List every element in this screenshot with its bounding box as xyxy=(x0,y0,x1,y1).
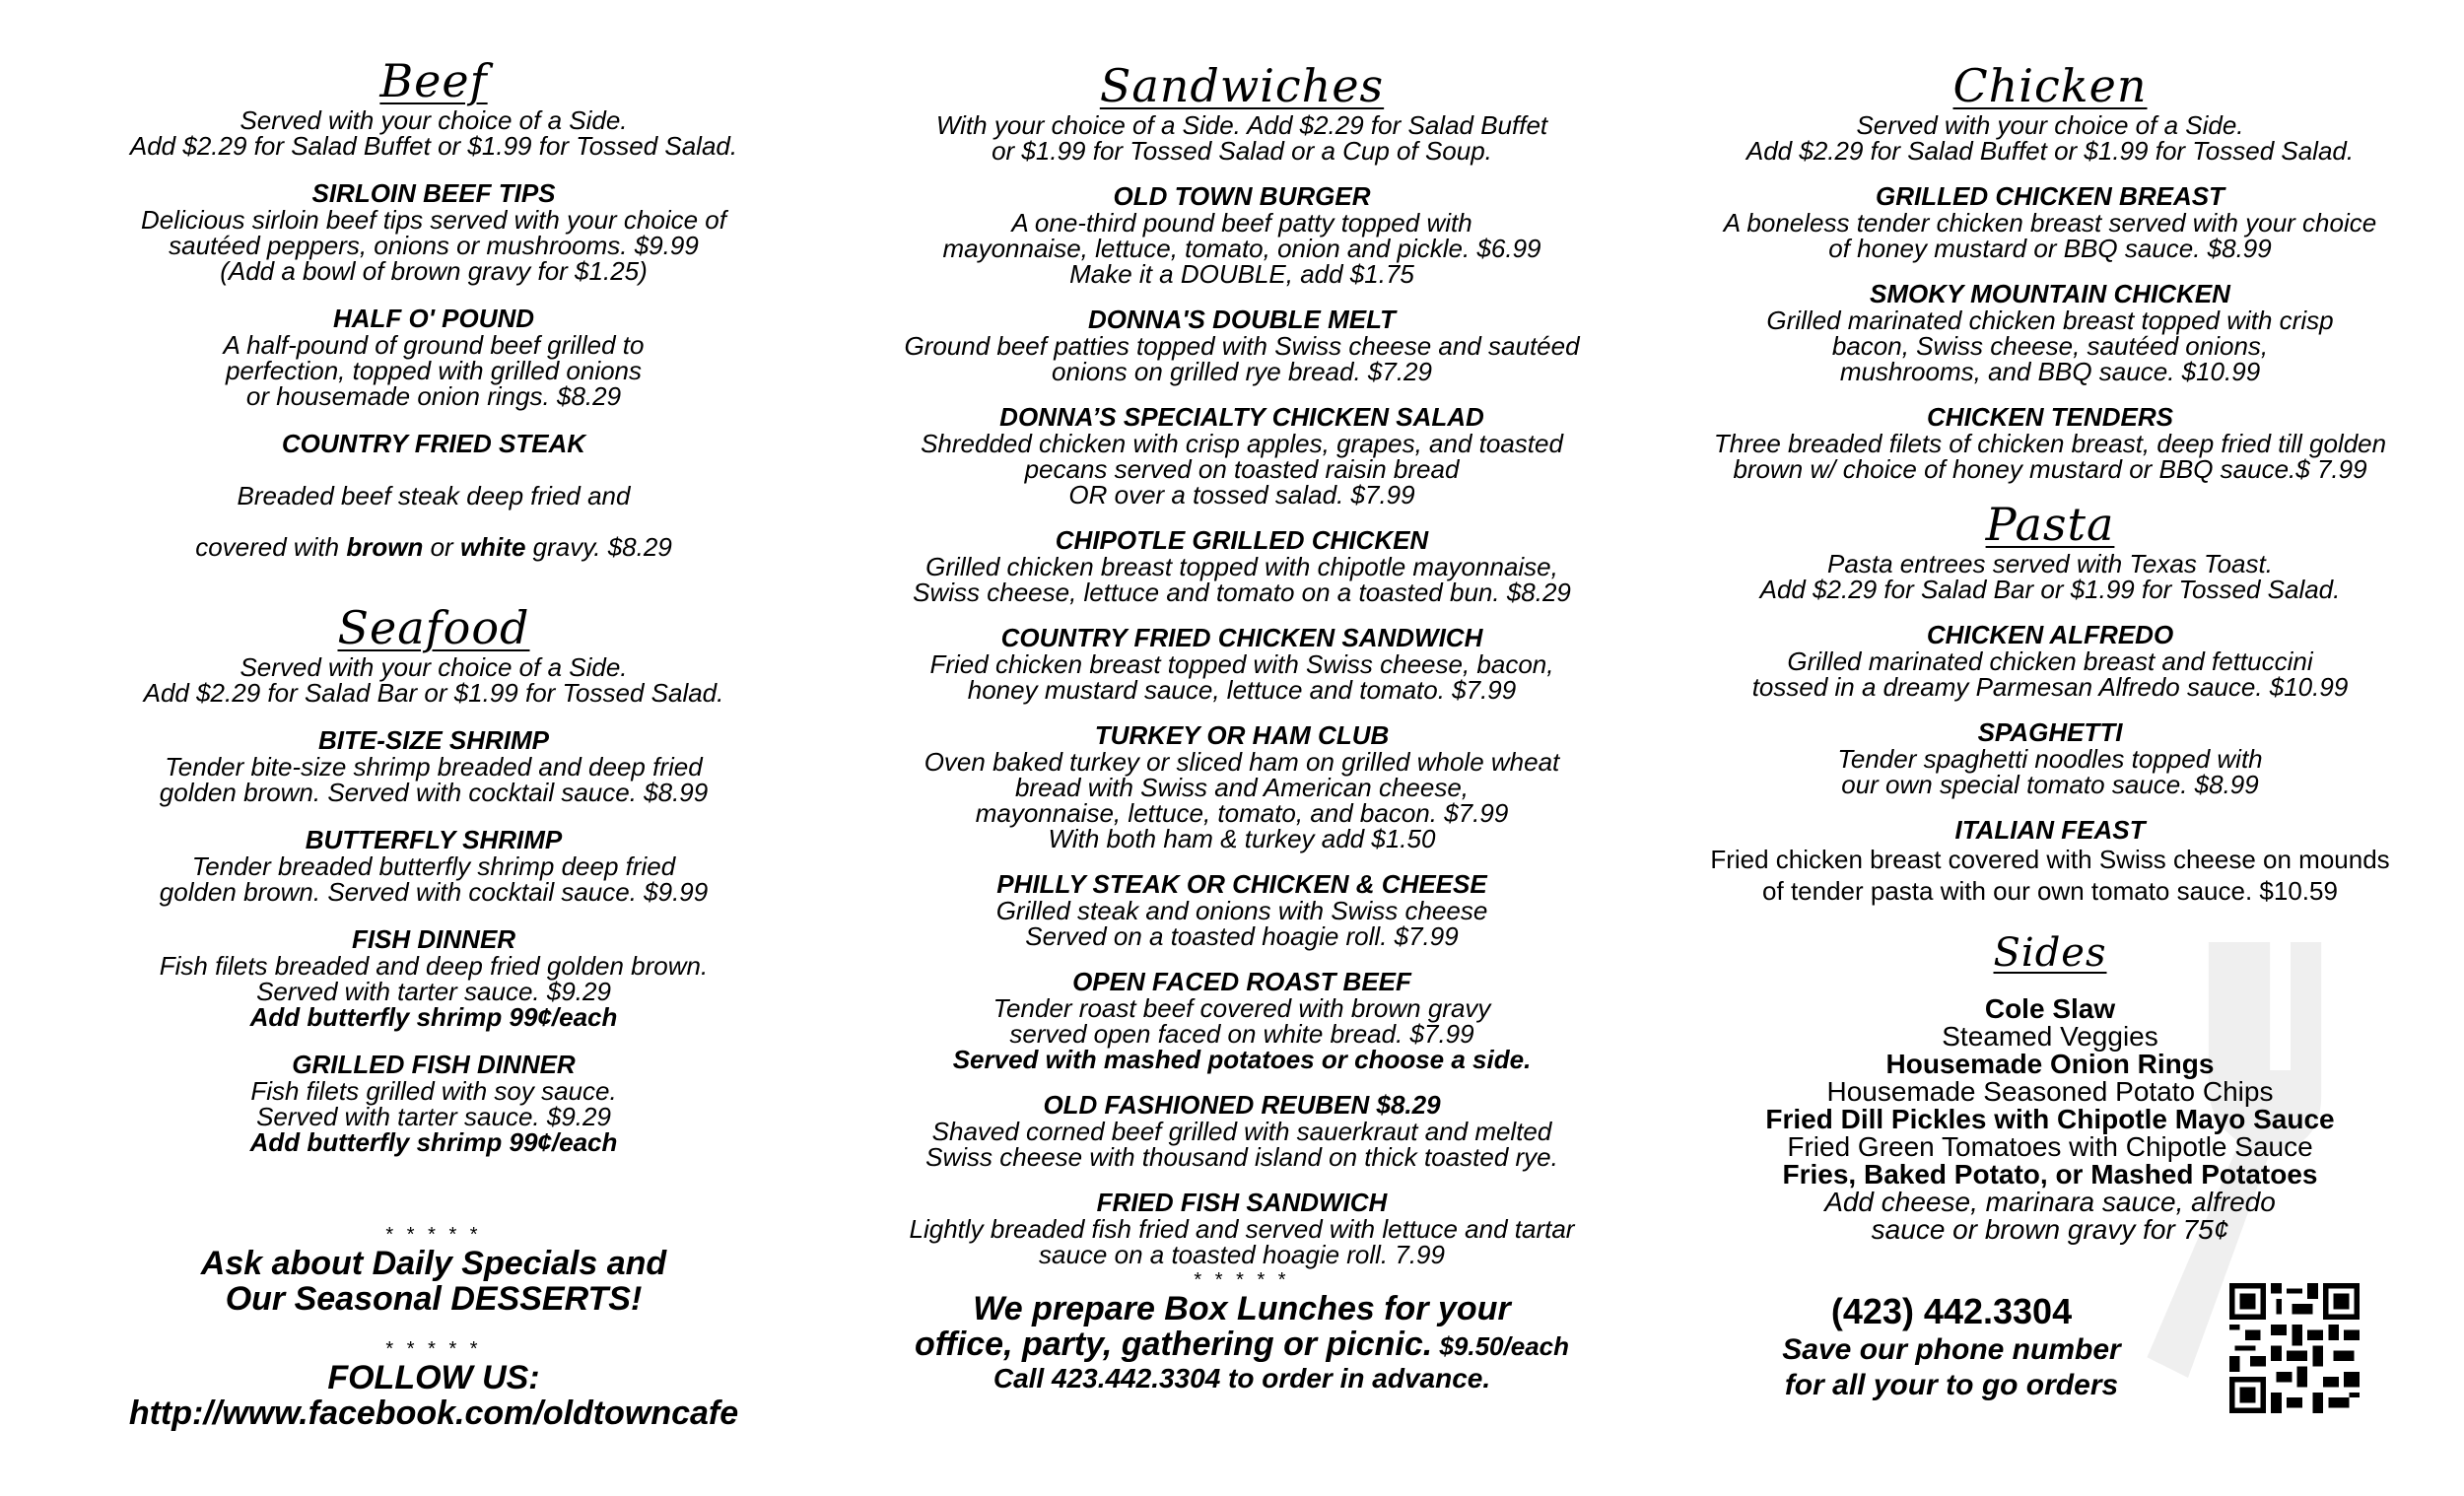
box-lunch-line: We prepare Box Lunches for your xyxy=(973,1290,1511,1327)
phone-note: Save our phone number for all your to go orders xyxy=(1782,1333,2121,1401)
side-item: Fries, Baked Potato, or Mashed Potatoes xyxy=(1782,1159,2318,1190)
item-name: ITALIAN FEAST xyxy=(1954,815,2146,845)
desc-text: or xyxy=(423,532,460,562)
item-name: DONNA’S SPECIALTY CHICKEN SALAD xyxy=(999,402,1484,432)
item-name: OPEN FACED ROAST BEEF xyxy=(1072,967,1411,996)
sides-list xyxy=(1676,995,2425,1244)
item-addon: Add butterfly shrimp 99¢/each xyxy=(249,1002,618,1032)
item-addon: Served with mashed potatoes or choose a side. xyxy=(952,1045,1532,1074)
item-name: COUNTRY FRIED STEAK xyxy=(281,429,586,458)
item-name: BITE-SIZE SHRIMP xyxy=(317,725,549,755)
middle-column xyxy=(867,59,1616,1394)
item-description: Fish filets breaded and deep fried golden brown. Served with tarter sauce. $9.29 xyxy=(159,951,709,1006)
box-lunch-promo xyxy=(867,1269,1616,1394)
follow-us-label: FOLLOW US: xyxy=(327,1359,540,1396)
item-description: A half-pound of ground beef grilled to perfection, topped with grilled onions or housemade onion rings. $8.29 xyxy=(223,330,645,411)
side-item: Housemade Onion Rings xyxy=(1885,1049,2215,1079)
box-lunch-price: $9.50/each xyxy=(1432,1331,1569,1361)
beef-section xyxy=(64,54,803,560)
side-item: Housemade Seasoned Potato Chips xyxy=(1826,1076,2274,1107)
seafood-section xyxy=(64,601,803,1155)
menu-item xyxy=(1676,622,2425,700)
section-heading-sides: Sides xyxy=(1993,930,2107,976)
side-item: Cole Slaw xyxy=(1984,993,2116,1024)
menu-item xyxy=(64,1052,803,1155)
section-heading-chicken: Chicken xyxy=(1952,59,2148,112)
box-lunch-line-text: office, party, gathering or picnic. xyxy=(915,1326,1433,1363)
item-description: Ground beef patties topped with Swiss cheese and sautéed onions on grilled rye bread. $7.29 xyxy=(904,331,1580,386)
qr-code-icon[interactable] xyxy=(2229,1283,2360,1413)
left-footer xyxy=(64,1224,803,1431)
item-description: Fish filets grilled with soy sauce. Served with tarter sauce. $9.29 xyxy=(250,1076,617,1131)
item-name: HALF O' POUND xyxy=(332,304,535,333)
section-intro: With your choice of a Side. Add $2.29 for Salad Buffet or $1.99 for Tossed Salad or a Cup of Soup. xyxy=(935,110,1548,166)
phone-number[interactable]: (423) 442.3304 xyxy=(1830,1291,2073,1331)
menu-item xyxy=(1676,404,2425,482)
item-description: Grilled steak and onions with Swiss cheese Served on a toasted hoagie roll. $7.99 xyxy=(995,896,1488,951)
left-column xyxy=(64,54,803,1431)
side-item: Fried Dill Pickles with Chipotle Mayo Sauce xyxy=(1765,1104,2335,1134)
star-divider: * * * * * xyxy=(1194,1269,1290,1291)
star-divider: * * * * * xyxy=(385,1338,482,1360)
menu-item xyxy=(867,1190,1616,1267)
menu-item xyxy=(64,306,803,409)
chicken-section xyxy=(1676,59,2425,482)
menu-item xyxy=(867,306,1616,384)
menu-item xyxy=(1676,719,2425,797)
item-name: SMOKY MOUNTAIN CHICKEN xyxy=(1870,279,2230,308)
menu-item xyxy=(64,727,803,805)
menu-item xyxy=(1676,281,2425,384)
item-name: GRILLED CHICKEN BREAST xyxy=(1876,181,2224,211)
section-intro: Served with your choice of a Side. Add $2.29 for Salad Buffet or $1.99 for Tossed Salad. xyxy=(1745,110,2355,166)
item-description: Three breaded filets of chicken breast, deep fried till golden brown w/ choice of honey mustard or BBQ sauce.$ 7.99 xyxy=(1713,429,2387,484)
section-intro: Served with your choice of a Side. Add $2.29 for Salad Bar or $1.99 for Tossed Salad. xyxy=(143,652,724,708)
item-name: TURKEY OR HAM CLUB xyxy=(1094,720,1390,750)
item-description: Fried chicken breast covered with Swiss cheese on mounds of tender pasta with our own tomato sauce. $10.59 xyxy=(1710,845,2390,906)
menu-item xyxy=(867,404,1616,508)
menu-item xyxy=(867,969,1616,1072)
item-description: Oven baked turkey or sliced ham on grilled whole wheat bread with Swiss and American cheese, mayonnaise, lettuce, tomato, and bacon. $7.99 With both ham & turkey add $1.50 xyxy=(924,747,1560,853)
box-lunch-line xyxy=(867,1326,1616,1364)
item-description: Fried chicken breast topped with Swiss cheese, bacon, honey mustard sauce, lettuce and tomato. $7.99 xyxy=(929,649,1554,705)
menu-item xyxy=(867,871,1616,949)
item-description: Grilled chicken breast topped with chipotle mayonnaise, Swiss cheese, lettuce and tomato on a toasted bun. $8.29 xyxy=(913,552,1571,607)
gravy-brown: brown xyxy=(346,532,424,562)
item-description: Lightly breaded fish fried and served with lettuce and tartar sauce on a toasted hoagie roll. 7.99 xyxy=(909,1214,1575,1269)
desc-text: gravy. $8.29 xyxy=(525,532,672,562)
sides-section xyxy=(1676,926,2425,1244)
section-intro: Pasta entrees served with Texas Toast. Add $2.29 for Salad Bar or $1.99 for Tossed Salad. xyxy=(1759,549,2341,604)
item-description: A one-third pound beef patty topped with mayonnaise, lettuce, tomato, onion and pickle. $6.99 Make it a DOUBLE, add $1.75 xyxy=(942,208,1541,289)
menu-item xyxy=(867,722,1616,851)
desc-line: Breaded beef steak deep fried and xyxy=(237,481,631,510)
star-divider: * * * * * xyxy=(385,1224,482,1246)
item-description: A boneless tender chicken breast served with your choice of honey mustard or BBQ sauce. $8.99 xyxy=(1723,208,2377,263)
item-description: Grilled marinated chicken breast and fettuccini tossed in a dreamy Parmesan Alfredo sauce. $10.99 xyxy=(1751,646,2349,702)
item-description: Shredded chicken with crisp apples, grapes, and toasted pecans served on toasted raisin bread OR over a tossed salad. $7.99 xyxy=(921,429,1563,510)
item-name: CHICKEN ALFREDO xyxy=(1926,620,2174,649)
menu-item xyxy=(867,527,1616,605)
menu-item xyxy=(64,180,803,284)
menu-item xyxy=(64,431,803,560)
item-description: Tender spaghetti noodles topped with our own special tomato sauce. $8.99 xyxy=(1837,744,2263,799)
contact-block xyxy=(1754,1291,2149,1403)
item-name: GRILLED FISH DINNER xyxy=(292,1050,576,1079)
item-addon: Add butterfly shrimp 99¢/each xyxy=(249,1127,618,1157)
menu-item xyxy=(867,183,1616,287)
item-name: SIRLOIN BEEF TIPS xyxy=(311,178,556,208)
desc-text: covered with xyxy=(195,532,347,562)
daily-specials-promo: Ask about Daily Specials and Our Seasonal DESSERTS! xyxy=(200,1245,667,1318)
pasta-section xyxy=(1676,498,2425,907)
item-name: OLD TOWN BURGER xyxy=(1113,181,1371,211)
item-name: COUNTRY FRIED CHICKEN SANDWICH xyxy=(1000,623,1483,652)
item-name: FRIED FISH SANDWICH xyxy=(1096,1188,1388,1217)
section-heading-seafood: Seafood xyxy=(337,601,530,654)
item-description xyxy=(64,457,803,560)
item-name: CHICKEN TENDERS xyxy=(1927,402,2173,432)
menu-item xyxy=(1676,817,2425,907)
menu-item xyxy=(1676,183,2425,261)
facebook-link[interactable]: http://www.facebook.com/oldtowncafe xyxy=(128,1394,739,1432)
item-description: Shaved corned beef grilled with sauerkraut and melted Swiss cheese with thousand island on thick toasted rye. xyxy=(925,1117,1558,1172)
section-heading-sandwiches: Sandwiches xyxy=(1099,59,1385,112)
item-description: Tender breaded butterfly shrimp deep fried golden brown. Served with cocktail sauce. $9.99 xyxy=(159,851,709,907)
menu-item xyxy=(867,625,1616,703)
item-name: SPAGHETTI xyxy=(1977,717,2123,747)
gravy-white: white xyxy=(459,532,526,562)
section-heading-pasta: Pasta xyxy=(1985,498,2115,551)
menu-item xyxy=(867,1092,1616,1170)
item-name: CHIPOTLE GRILLED CHICKEN xyxy=(1055,525,1429,555)
section-intro: Served with your choice of a Side. Add $2.29 for Salad Buffet or $1.99 for Tossed Salad. xyxy=(129,105,738,161)
item-description: Grilled marinated chicken breast topped with crisp bacon, Swiss cheese, sautéed onions, mushrooms, and BBQ sauce. $10.99 xyxy=(1766,306,2334,386)
side-item: Fried Green Tomatoes with Chipotle Sauce xyxy=(1787,1131,2313,1162)
menu-item xyxy=(64,827,803,905)
item-name: BUTTERFLY SHRIMP xyxy=(305,825,563,854)
item-description: Tender bite-size shrimp breaded and deep fried golden brown. Served with cocktail sauce. $8.99 xyxy=(159,752,709,807)
item-name: OLD FASHIONED REUBEN $8.29 xyxy=(1043,1090,1441,1120)
side-item: Add cheese, marinara sauce, alfredo sauce or brown gravy for 75¢ xyxy=(1824,1187,2276,1245)
item-description: Tender roast beef covered with brown gravy served open faced on white bread. $7.99 xyxy=(992,993,1491,1049)
item-name: DONNA'S DOUBLE MELT xyxy=(1088,305,1396,334)
item-name: PHILLY STEAK OR CHICKEN & CHEESE xyxy=(996,869,1487,899)
right-column xyxy=(1676,59,2425,1244)
section-heading-beef: Beef xyxy=(379,54,488,107)
box-lunch-call: Call 423.442.3304 to order in advance. xyxy=(992,1363,1491,1394)
menu-item xyxy=(64,926,803,1030)
item-name: FISH DINNER xyxy=(351,924,516,954)
item-description: Delicious sirloin beef tips served with your choice of sautéed peppers, onions or mushrooms. $9.99 (Add a bowl of brown gravy for $1.25) xyxy=(141,205,726,286)
side-item: Steamed Veggies xyxy=(1942,1021,2158,1052)
